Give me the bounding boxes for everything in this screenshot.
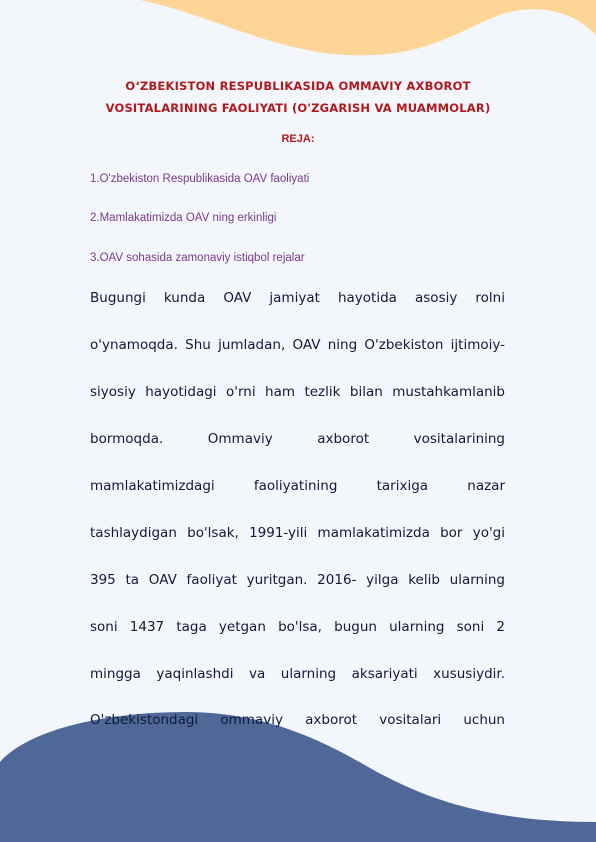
body-line: 395 ta OAV faoliyat yuritgan. 2016- yilga kelib ularning [90,572,505,588]
plan-heading: REJA: [281,133,315,145]
body-line: o'ynamoqda. Shu jumladan, OAV ning O'zbekiston ijtimoiy- [90,337,505,353]
body-line: siyosiy hayotidagi o'rni ham tezlik bilan mustahkamlanib [90,384,505,400]
plan-item-1: 1.O'zbekiston Respublikasida OAV faoliyati [90,173,310,185]
document-title-line-1: O‘ZBEKISTON RESPUBLIKASIDA OMMAVIY AXBOROT [125,79,471,93]
body-line: mamlakatimizdagi faoliyatining tarixiga nazar [90,478,505,494]
body-line: soni 1437 taga yetgan bo'lsa, bugun ularning soni 2 [90,619,505,635]
body-line: tashlaydigan bo'lsak, 1991-yili mamlakatimizda bor yo'gi [90,525,505,541]
plan-item-2: 2.Mamlakatimizda OAV ning erkinligi [90,212,277,224]
body-line: mingga yaqinlashdi va ularning aksariyati xususiydir. [90,666,505,682]
body-line: O'zbekistondagi ommaviy axborot vositalari uchun [90,712,505,728]
document-title-line-2: VOSITALARINING FAOLIYATI (O'ZGARISH VA MUAMMOLAR) [105,101,491,115]
body-line: bormoqda. Ommaviy axborot vositalarining [90,431,505,447]
plan-item-3: 3.OAV sohasida zamonaviy istiqbol rejalar [90,252,305,264]
body-line: Bugungi kunda OAV jamiyat hayotida asosiy rolni [90,290,505,306]
